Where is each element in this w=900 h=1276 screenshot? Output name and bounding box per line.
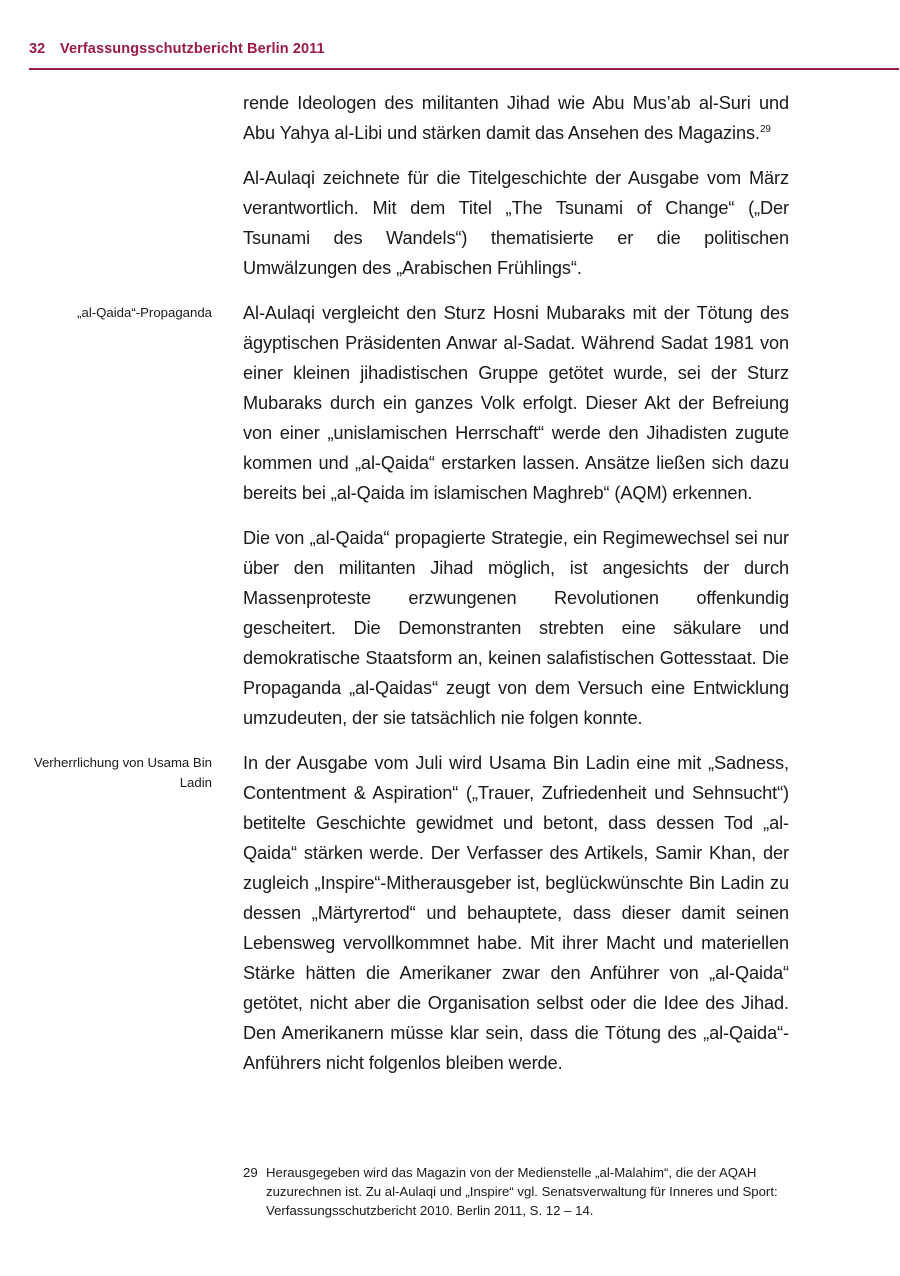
paragraph: rende Ideologen des militanten Jihad wie Abu Mus’ab al-Suri und Abu Yahya al-Libi und stärken damit das Ansehen des Magazins.$^{29}$: [243, 93, 789, 143]
paragraph: In der Ausgabe vom Juli wird Usama Bin Ladin eine mit „Sadness, Contentment & Aspiration“ („Trauer, Zufriedenheit und Sehnsucht“) betitelte Geschichte gewidmet und betont, dass dessen Tod „al-Qaida“ stärken werde. Der Verfasser des Artikels, Samir Khan, der zugleich „Inspire“-Mitherausgeber ist, beglückwünschte Bin Ladin zu dessen „Märtyrertod“ und behauptete, dass dieser damit seinen Lebensweg vervollkommnet habe. Mit ihrer Macht und materiellen Stärke hätten die Amerikaner zwar den Anführer von „al-Qaida“ getötet, nicht aber die Organisation selbst oder die Idee des Jihad. Den Amerikanern müsse klar sein, dass die Tötung des „al-Qaida“-Anführers nicht folgenlos bleiben werde.: [243, 753, 789, 1073]
page-number: 32: [29, 41, 46, 57]
margin-note-propaganda: „al-Qaida“-Propaganda: [77, 305, 212, 320]
page-header: [29, 38, 899, 70]
footnote-number: 29: [243, 1165, 258, 1180]
paragraph: Die von „al-Qaida“ propagierte Strategie, ein Regimewechsel sei nur über den militanten Jihad möglich, ist angesichts der durch Massenproteste erzwungenen Revolutionen offenkundig gescheitert. Die Demonstranten strebten eine säkulare und demokratische Staatsform an, keinen salafistischen Gottesstaat. Die Propaganda „al-Qaidas“ zeugt von dem Versuch eine Entwicklung umzudeuten, der sie tatsächlich nie folgen konnte.: [243, 528, 789, 728]
footnote: [243, 1163, 793, 1220]
body-text: [243, 88, 789, 1093]
margin-note-bin-ladin: Verherrlichung von Usama Bin Ladin: [33, 755, 212, 790]
footnote-text: Herausgegeben wird das Magazin von der Medienstelle „al-Malahim“, die der AQAH zuzurechnen ist. Zu al-Aulaqi und „Inspire“ vgl. Senatsverwaltung für Inneres und Sport: Verfassungsschutzbericht 2010. Berlin 2011, S. 12 – 14.: [266, 1165, 778, 1218]
running-title: Verfassungsschutzbericht Berlin 2011: [60, 41, 325, 57]
footnote-reference[interactable]: 29: [759, 123, 771, 135]
paragraph: Al-Aulaqi zeichnete für die Titelgeschichte der Ausgabe vom März verantwortlich. Mit dem Titel „The Tsunami of Change“ („Der Tsunami des Wandels“) thematisierte er die politischen Umwälzungen des „Arabischen Frühlings“.: [243, 168, 789, 278]
paragraph: Al-Aulaqi vergleicht den Sturz Hosni Mubaraks mit der Tötung des ägyptischen Präsidenten Anwar al-Sadat. Während Sadat 1981 von einer kleinen jihadistischen Gruppe getötet wurde, sei der Sturz Mubaraks durch ein ganzes Volk erfolgt. Dieser Akt der Befreiung von einer „unislamischen Herrschaft“ werde den Jihadisten zugute kommen und „al-Qaida“ erstarken lassen. Ansätze ließen sich dazu bereits bei „al-Qaida im islamischen Maghreb“ (AQM) erkennen.: [243, 303, 789, 503]
